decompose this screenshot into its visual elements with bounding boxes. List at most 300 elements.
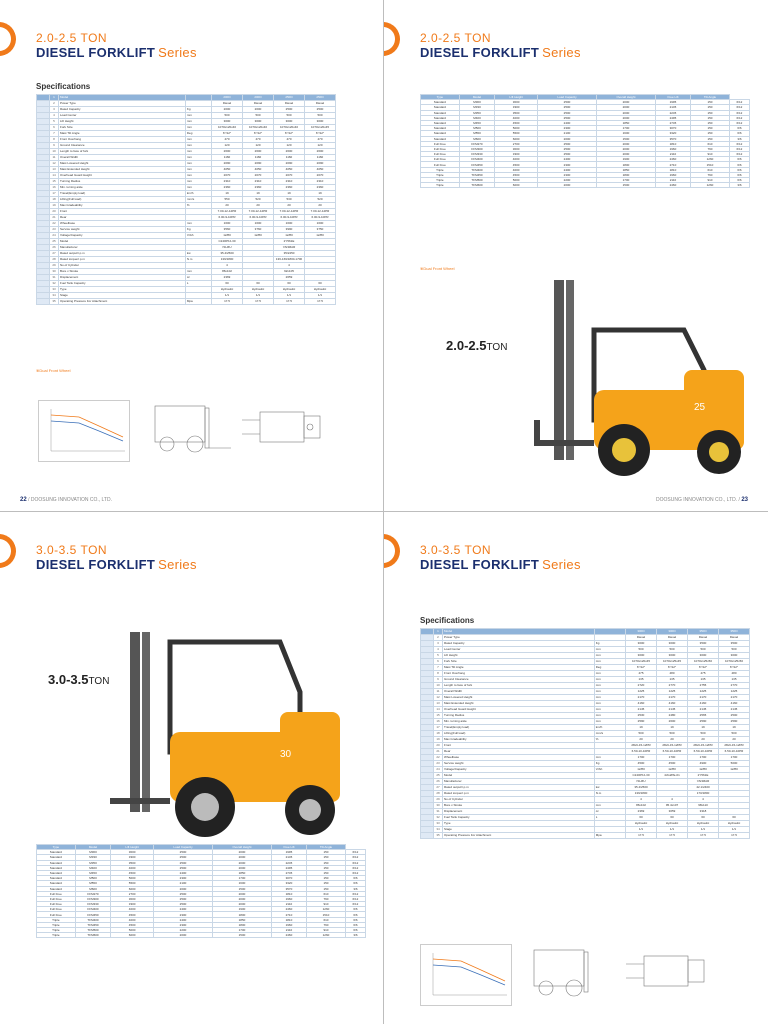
spec-cell: 1225 <box>626 689 657 695</box>
spec-cell: 2360 <box>243 185 274 191</box>
spec-cell: 4 <box>274 263 305 269</box>
brand-arc <box>384 529 405 573</box>
page-24 <box>0 512 384 1024</box>
mast-cell: 1600 <box>597 131 656 136</box>
mast-cell: 1810 <box>655 167 690 172</box>
mast-cell: 2000 <box>213 860 272 865</box>
mast-cell: 2000 <box>537 183 596 188</box>
mast-cell: 2100 <box>153 881 212 886</box>
mast-cell: 1500 <box>213 933 272 938</box>
mast-cell: 2400 <box>537 120 596 125</box>
spec-cell: cc <box>185 275 211 281</box>
spec-cell: 20 <box>212 203 243 209</box>
mast-header-cell: Lift Height <box>111 845 154 850</box>
spec-cell: 170/1800 <box>688 791 719 797</box>
mast-cell: 3/6 <box>729 183 749 188</box>
spec-cell: 500 <box>657 647 688 653</box>
spec-cell: 1070x120x45 <box>305 125 336 131</box>
spec-cell: 3000 <box>626 653 657 659</box>
spec-cell: 35FD <box>719 629 750 635</box>
spec-cell: 24 <box>50 233 59 239</box>
spec-cell: V/Ah <box>185 233 211 239</box>
mast-cell: 2200 <box>153 928 212 933</box>
spec-row <box>37 149 336 155</box>
ton-range: 3.0-3.5 TON <box>36 543 108 557</box>
spec-cell: Mpa <box>185 299 211 305</box>
spec-cell: Diesel <box>626 635 657 641</box>
spec-cell: 15 <box>434 713 443 719</box>
mast-cell: 6000 <box>111 933 154 938</box>
mast-cell: 3300 <box>495 152 538 157</box>
mast-cell: 910 <box>307 902 346 907</box>
spec-cell: 7.00-12-12PR <box>305 209 336 215</box>
spec-cell: Stage <box>59 293 186 299</box>
spec-cell: 60 <box>305 281 336 287</box>
mast-cell: 4000 <box>111 907 154 912</box>
mast-cell: Full Free <box>421 141 460 146</box>
spec-cell: 500 <box>626 647 657 653</box>
mast-cell: 1850 <box>597 167 656 172</box>
spec-cell: 2310 <box>243 179 274 185</box>
spec-cell: 6.00-9-10PR <box>305 215 336 221</box>
mast-cell: 4500 <box>111 922 154 927</box>
spec-cell: 136-169/1800-1700 <box>274 257 305 263</box>
spec-cell: Max.Gradeability <box>443 737 595 743</box>
forklift-photo <box>534 270 764 490</box>
brand-arc <box>0 529 21 573</box>
spec-cell: N.m <box>185 257 211 263</box>
mast-cell: 2300 <box>153 922 212 927</box>
mast-cell: 910 <box>691 178 730 183</box>
spec-cell: 4500 <box>657 761 688 767</box>
spec-cell: 34 <box>434 827 443 833</box>
spec-row <box>37 143 336 149</box>
spec-cell: 7 <box>434 665 443 671</box>
spec-cell: 2659 <box>274 275 305 281</box>
spec-cell: 34 <box>50 293 59 299</box>
spec-cell: 2070 <box>305 173 336 179</box>
spec-cell: mm <box>185 113 211 119</box>
spec-cell: 25FD <box>274 95 305 101</box>
spec-cell: 3 <box>50 107 59 113</box>
mast-cell: 760 <box>307 896 346 901</box>
spec-cell: 28x9-15-12PR <box>657 743 688 749</box>
mast-cell: M330 <box>459 105 495 110</box>
mast-cell: 1800 <box>213 922 272 927</box>
mast-cell: 1800 <box>597 172 656 177</box>
mast-cell: 6/6 <box>729 178 749 183</box>
page-23 <box>384 0 768 512</box>
spec-cell: 19 <box>274 191 305 197</box>
mast-cell: TFM450 <box>75 922 111 927</box>
spec-cell: mm <box>185 161 211 167</box>
spec-cell: 25 <box>50 239 59 245</box>
mast-cell: 2400 <box>537 157 596 162</box>
spec-cell: cc <box>594 809 625 815</box>
spec-cell: 1 <box>434 629 443 635</box>
mast-cell: 1995 <box>655 100 690 105</box>
top-view-diagram <box>240 398 350 460</box>
mast-cell: 3070 <box>271 876 306 881</box>
spec-cell: 25FD <box>305 95 336 101</box>
spec-cell: mm <box>594 701 625 707</box>
spec-cell: 1700 <box>657 755 688 761</box>
spec-cell: 1700 <box>719 755 750 761</box>
spec-cell: 12 <box>434 695 443 701</box>
mast-cell: Standard <box>421 126 460 131</box>
mast-cell: 760 <box>691 172 730 177</box>
spec-cell: Mpa <box>594 833 625 839</box>
spec-cell: 3000 <box>688 653 719 659</box>
spec-cell: mm <box>594 683 625 689</box>
mast-cell: 2200 <box>537 178 596 183</box>
mast-cell: 2110 <box>271 928 306 933</box>
spec-cell: 2600 <box>243 149 274 155</box>
mast-cell: FFM450 <box>459 162 495 167</box>
spec-cell: 2500 <box>305 107 336 113</box>
spec-cell: 2360 <box>305 185 336 191</box>
spec-cell: 35 <box>50 299 59 305</box>
spec-cell: 29 <box>434 797 443 803</box>
mast-cell: 4500 <box>495 162 538 167</box>
spec-cell: 120 <box>212 143 243 149</box>
spec-cell: 2310 <box>274 179 305 185</box>
spec-cell: 4160 <box>688 701 719 707</box>
mast-cell: 2500 <box>537 115 596 120</box>
spec-cell: 500 <box>657 731 688 737</box>
spec-cell: 95.4x107 <box>657 803 688 809</box>
mast-header-cell: Tilt Angle <box>691 95 730 100</box>
spec-cell: Manufacturer <box>443 779 595 785</box>
spec-cell: 21 <box>50 215 59 221</box>
spec-cell: 500 <box>688 731 719 737</box>
spec-cell: Hydraulic <box>626 821 657 827</box>
mast-cell: 2400 <box>153 917 212 922</box>
spec-cell: Rear <box>59 215 186 221</box>
spec-cell: 470 <box>274 137 305 143</box>
spec-cell: Overall Width <box>443 689 595 695</box>
series-title-main: DIESEL FORKLIFT <box>36 557 156 572</box>
mast-cell: 2500 <box>153 896 212 901</box>
ton-range: 2.0-2.5 TON <box>420 31 492 45</box>
mast-cell: Standard <box>421 115 460 120</box>
side-view-diagram <box>524 942 614 1004</box>
mast-cell: 6/12 <box>729 120 749 125</box>
mast-cell: 2000 <box>213 891 272 896</box>
spec-cell: mm <box>594 755 625 761</box>
spec-cell: 35.4/2500 <box>212 251 243 257</box>
mast-cell: 2000 <box>597 146 656 151</box>
mast-cell: Triple <box>37 928 76 933</box>
spec-cell: 2070 <box>212 173 243 179</box>
mast-cell: Standard <box>421 100 460 105</box>
mast-header-cell: Overall Height <box>213 845 272 850</box>
mast-cell: 3300 <box>495 105 538 110</box>
spec-cell: 60 <box>243 281 274 287</box>
spec-cell: Operating Pressure For Attachment <box>443 833 595 839</box>
mast-cell: 1510 <box>691 162 730 167</box>
spec-cell: 6.50-10-10PR <box>626 749 657 755</box>
spec-cell: Kg <box>185 107 211 113</box>
model-label-range: 3.0-3.5 <box>48 672 89 687</box>
spec-cell: 28 <box>434 791 443 797</box>
spec-cell: mm <box>185 173 211 179</box>
spec-cell: 2770 <box>719 683 750 689</box>
spec-cell: Kg <box>594 761 625 767</box>
mast-cell: Standard <box>421 110 460 115</box>
mast-cell: 2745 <box>271 870 306 875</box>
mast-cell: 6/6 <box>345 907 365 912</box>
spec-cell: Mast Extended Height <box>59 167 186 173</box>
spec-row <box>37 299 336 305</box>
mast-cell: Standard <box>37 860 76 865</box>
spec-cell: mm/s <box>594 731 625 737</box>
spec-cell: 17.5 <box>657 833 688 839</box>
spec-cell: Ground Clearance <box>59 143 186 149</box>
mast-cell: 5500 <box>495 131 538 136</box>
mast-cell: 150 <box>691 105 730 110</box>
spec-cell: Max.Gradeability <box>59 203 186 209</box>
mast-cell: Triple <box>37 933 76 938</box>
spec-cell: 500 <box>243 113 274 119</box>
page-25 <box>384 512 768 1024</box>
page-number: 23 <box>741 497 748 503</box>
mast-cell: 4000 <box>495 157 538 162</box>
spec-cell: 1600 <box>274 221 305 227</box>
spec-cell: 60 <box>657 815 688 821</box>
spec-cell: 2000 <box>243 107 274 113</box>
spec-cell: Type <box>59 287 186 293</box>
spec-cell: 139/1800 <box>626 791 657 797</box>
mast-cell: M330 <box>75 855 111 860</box>
company-name: / DOOSUNG INNOVATION CO., LTD. <box>28 497 112 503</box>
mast-cell: M450 <box>459 120 495 125</box>
spec-cell: 3000 <box>657 641 688 647</box>
spec-cell: 23 <box>50 227 59 233</box>
mast-cell: FFM330 <box>75 902 111 907</box>
spec-cell: 28x9-15-12PR <box>688 743 719 749</box>
spec-cell: 6.00-9-10PR <box>212 215 243 221</box>
mast-cell: M350 <box>75 860 111 865</box>
spec-cell: 4160 <box>626 701 657 707</box>
mast-cell: M500 <box>459 126 495 131</box>
mast-cell: 3570 <box>655 136 690 141</box>
mast-cell: TFM450 <box>459 172 495 177</box>
spec-cell: 10 <box>50 149 59 155</box>
spec-cell: 15 <box>50 179 59 185</box>
spec-cell: N.m <box>594 791 625 797</box>
spec-cell: 2070 <box>274 173 305 179</box>
mast-cell: 6/12 <box>729 146 749 151</box>
spec-cell: 86x102 <box>626 803 657 809</box>
mast-cell: 2000 <box>597 110 656 115</box>
mast-cell: FFM270 <box>75 891 111 896</box>
mast-cell: 6/6 <box>729 162 749 167</box>
mast-cell: Full Free <box>37 912 76 917</box>
spec-cell: 22 <box>434 755 443 761</box>
mast-cell: 2000 <box>153 886 212 891</box>
spec-cell: 1/1 <box>626 827 657 833</box>
spec-cell: 3990 <box>274 227 305 233</box>
spec-cell: 4JG2PE-01 <box>657 773 688 779</box>
spec-cell: Rated torque/r.p.m <box>59 257 186 263</box>
spec-cell: 13 <box>50 167 59 173</box>
spec-cell: Displacement <box>59 275 186 281</box>
spec-cell: 12/80 <box>626 767 657 773</box>
spec-cell: 16 <box>434 719 443 725</box>
spec-cell: Manufacturer <box>59 245 186 251</box>
mast-cell: 610 <box>691 167 730 172</box>
mast-cell: 1600 <box>213 881 272 886</box>
spec-cell: 9 <box>50 143 59 149</box>
mast-cell: 4500 <box>495 120 538 125</box>
spec-cell: 17.5 <box>305 299 336 305</box>
spec-cell: mm <box>185 137 211 143</box>
mast-cell: M600 <box>459 136 495 141</box>
mast-cell: 1810 <box>271 917 306 922</box>
model-label-unit: TON <box>486 342 508 353</box>
mast-cell: 760 <box>307 922 346 927</box>
spec-cell: Load Center <box>443 647 595 653</box>
mast-cell: 2500 <box>537 152 596 157</box>
mast-cell: 3300 <box>111 855 154 860</box>
load-chart-svg <box>39 401 129 461</box>
spec-cell: 28x9-15-12PR <box>626 743 657 749</box>
mast-header-cell: Lift Height <box>495 95 538 100</box>
spec-cell: 480 <box>719 671 750 677</box>
mast-table <box>36 844 366 938</box>
spec-cell: Rated torque/r.p.m <box>443 791 595 797</box>
footer <box>20 497 112 503</box>
spec-cell: 3500 <box>719 641 750 647</box>
spec-cell: 2360 <box>212 185 243 191</box>
mast-cell: 150 <box>307 865 346 870</box>
spec-cell: 17.5 <box>626 833 657 839</box>
spec-cell: 2590 <box>719 719 750 725</box>
mast-cell: 2460 <box>655 157 690 162</box>
spec-cell: 2310 <box>212 179 243 185</box>
spec-cell: Model <box>443 629 595 635</box>
series-title-suffix: Series <box>542 45 581 60</box>
spec-row <box>37 251 336 257</box>
mast-header-cell: Type <box>421 95 460 100</box>
spec-cell: 12/80 <box>657 767 688 773</box>
mast-cell: 2300 <box>537 162 596 167</box>
spec-cell: 2 <box>434 635 443 641</box>
mast-cell: 2300 <box>153 876 212 881</box>
spec-cell: mm <box>594 689 625 695</box>
load-chart <box>38 400 130 462</box>
mast-cell: 6000 <box>495 183 538 188</box>
mast-cell: 6/6 <box>729 157 749 162</box>
spec-cell: 17.5 <box>243 299 274 305</box>
spec-cell: 60 <box>626 815 657 821</box>
spec-cell: 28x9-15-12PR <box>719 743 750 749</box>
spec-cell: 1160 <box>212 155 243 161</box>
series-title-suffix: Series <box>542 557 581 572</box>
spec-cell: 42.1/2400 <box>688 785 719 791</box>
brand-arc <box>384 17 405 61</box>
mast-cell: 4500 <box>111 912 154 917</box>
mast-cell: FFM300 <box>459 146 495 151</box>
mast-cell: 150 <box>307 886 346 891</box>
spec-cell: Load Center <box>59 113 186 119</box>
mast-cell: 2000 <box>153 933 212 938</box>
spec-cell: Hydraulic <box>243 287 274 293</box>
mast-cell: 6/6 <box>345 922 365 927</box>
spec-cell: 26 <box>50 245 59 251</box>
mast-cell: 6/12 <box>345 865 365 870</box>
mast-cell: 6/12 <box>345 891 365 896</box>
mast-cell: Full Free <box>421 162 460 167</box>
spec-cell: 6°/12° <box>626 665 657 671</box>
mast-cell: FFM450 <box>75 912 111 917</box>
spec-cell: 120 <box>243 143 274 149</box>
mast-cell: 2500 <box>153 865 212 870</box>
mast-cell: M500 <box>75 876 111 881</box>
spec-cell: 4 <box>657 797 688 803</box>
spec-cell: Lift Height <box>443 653 595 659</box>
mast-cell: 1850 <box>213 917 272 922</box>
mast-cell: 2500 <box>537 141 596 146</box>
spec-cell: 4 <box>434 647 443 653</box>
mast-cell: 1960 <box>655 146 690 151</box>
spec-cell: 27 <box>50 251 59 257</box>
spec-cell: kw <box>185 251 211 257</box>
spec-cell: mm <box>594 659 625 665</box>
spec-cell: 520 <box>243 197 274 203</box>
spec-cell: 4 <box>688 797 719 803</box>
spec-cell: 2360 <box>274 185 305 191</box>
spec-cell: 4160 <box>657 701 688 707</box>
mast-cell: 2145 <box>655 105 690 110</box>
spec-cell: Model <box>59 239 186 245</box>
series-title-suffix: Series <box>158 557 197 572</box>
spec-heading: Specifications <box>36 82 91 91</box>
spec-cell: 6°/12° <box>243 131 274 137</box>
spec-cell: 6.00-9-10PR <box>274 215 305 221</box>
spec-cell: Lift Height <box>59 119 186 125</box>
spec-cell: Ground Clearance <box>443 677 595 683</box>
spec-cell: Fork Size <box>443 659 595 665</box>
spec-cell: 475 <box>688 671 719 677</box>
mast-cell: Full Free <box>421 157 460 162</box>
spec-cell: 6 <box>434 659 443 665</box>
spec-cell: 2565 <box>688 713 719 719</box>
mast-cell: 6/12 <box>345 855 365 860</box>
mast-cell: 1500 <box>597 136 656 141</box>
spec-cell: 2170 <box>719 695 750 701</box>
spec-cell: 20 <box>305 203 336 209</box>
spec-cell: 29 <box>50 263 59 269</box>
mast-cell: 2000 <box>213 902 272 907</box>
spec-cell: 5 <box>50 119 59 125</box>
mast-cell: 150 <box>691 110 730 115</box>
spec-cell: 19 <box>626 725 657 731</box>
mast-header-cell: Load Capacity <box>537 95 596 100</box>
spec-cell: ISUZU <box>626 779 657 785</box>
spec-cell: 4900 <box>688 761 719 767</box>
spec-cell: 1160 <box>243 155 274 161</box>
spec-cell: 2755 <box>688 683 719 689</box>
spec-cell: 470 <box>243 137 274 143</box>
spec-cell: Mast Tilt Angle <box>443 665 595 671</box>
mast-cell: Full Free <box>421 152 460 157</box>
spec-table <box>36 94 336 305</box>
spec-cell: 500 <box>719 731 750 737</box>
mast-cell: Standard <box>37 855 76 860</box>
spec-cell: ISUZU <box>212 245 243 251</box>
